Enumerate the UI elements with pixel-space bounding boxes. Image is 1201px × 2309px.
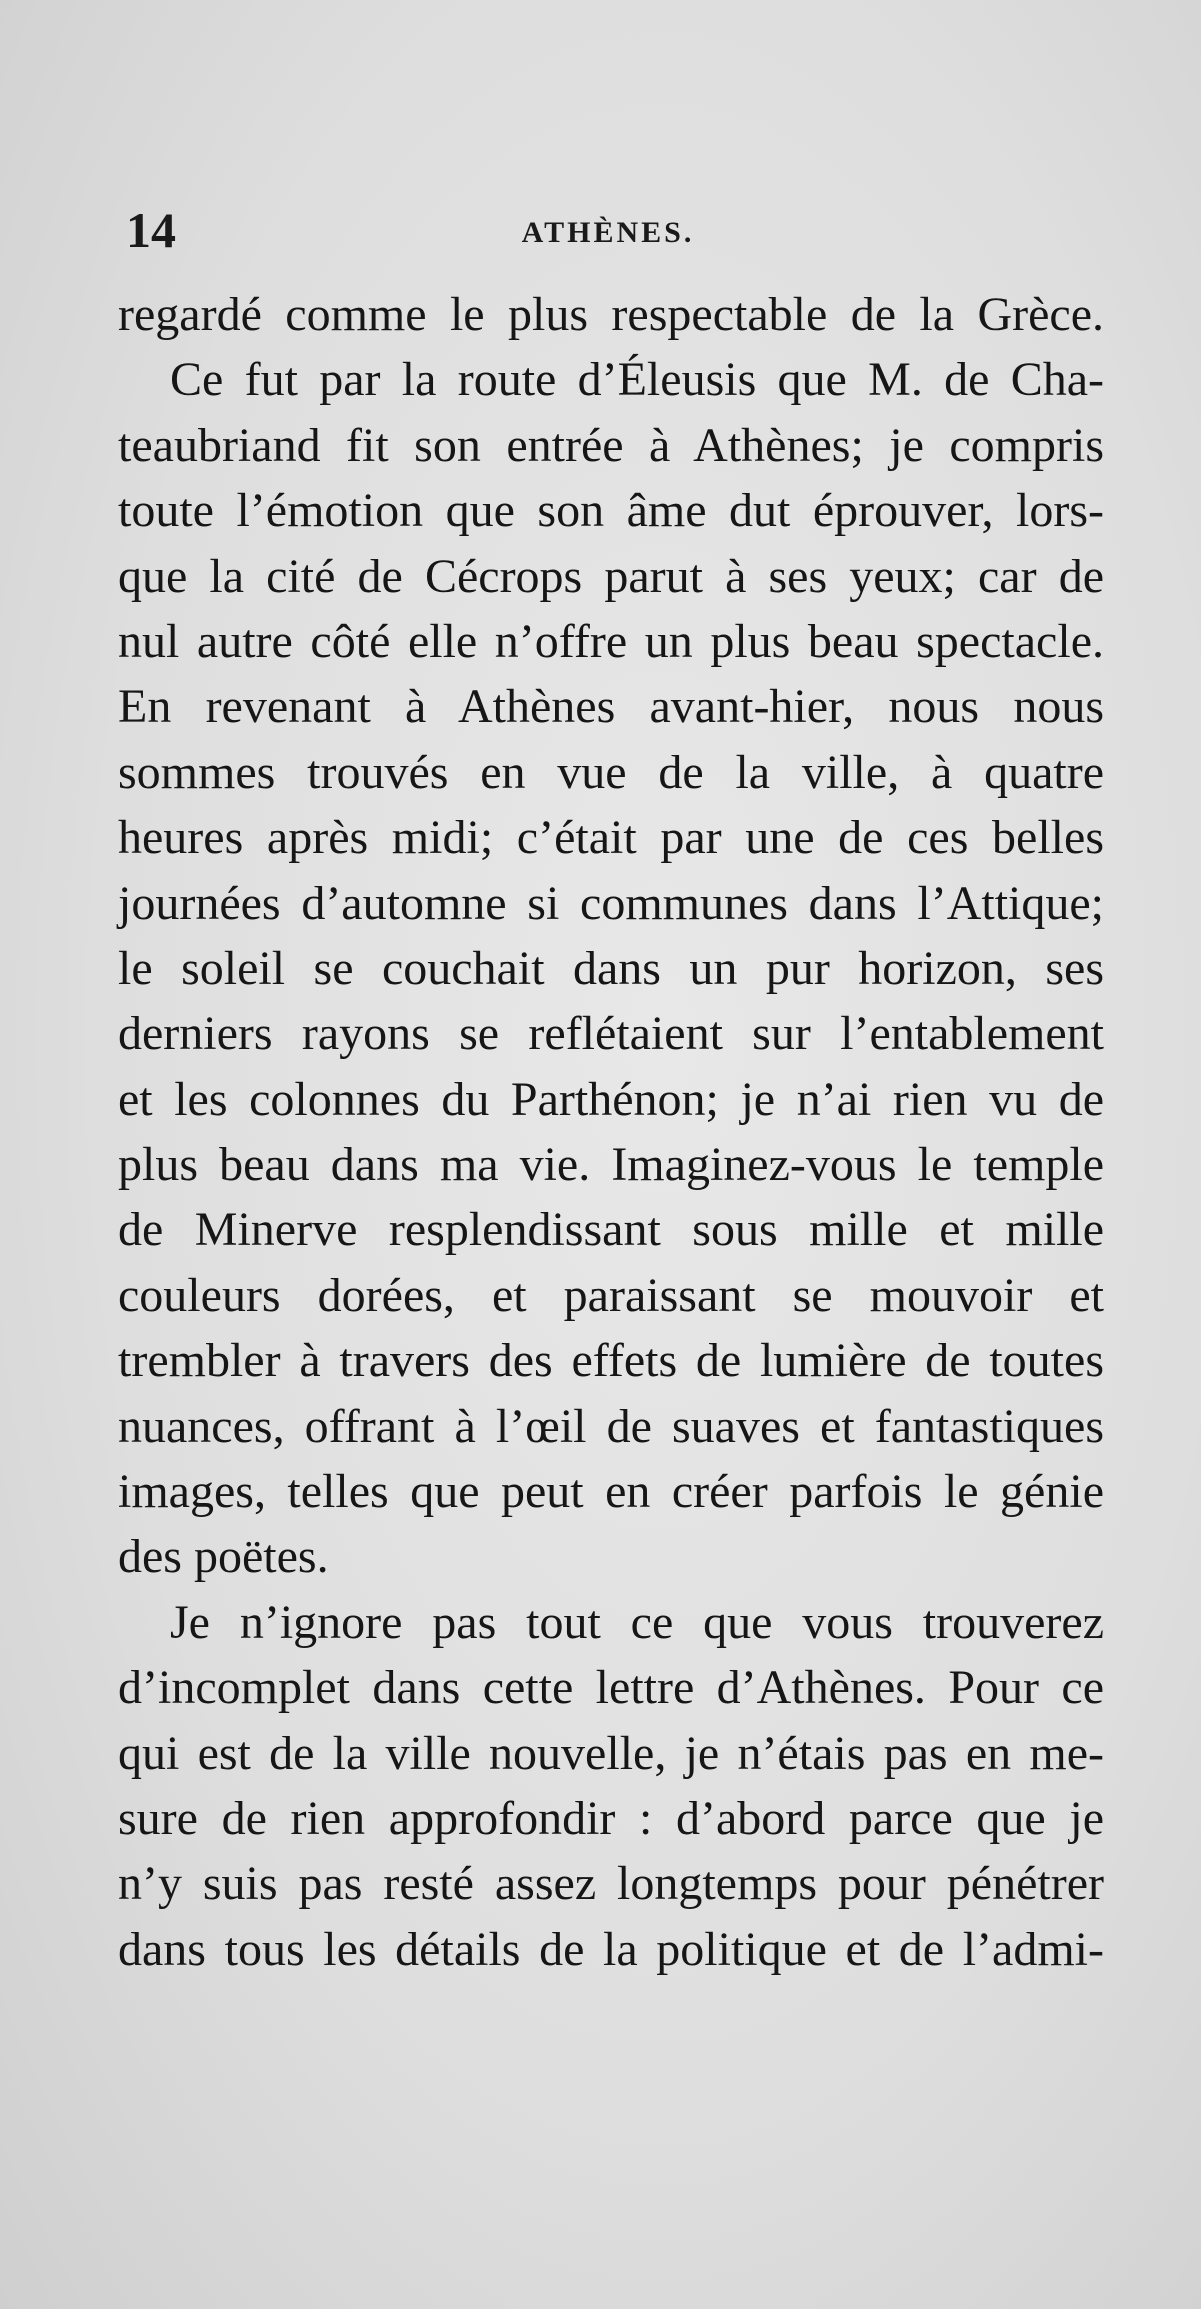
- text-line: nul autre côté elle n’offre un plus beau spectacle.: [118, 614, 1104, 668]
- body-text: [118, 282, 1104, 1982]
- text-line: images, telles que peut en créer parfois le génie: [118, 1465, 1104, 1519]
- text-line: d’incomplet dans cette lettre d’Athènes. Pour ce: [118, 1661, 1104, 1715]
- page-number: 14: [126, 202, 176, 258]
- text-line: sure de rien approfondir : d’abord parce que je: [118, 1791, 1104, 1845]
- text-line: et les colonnes du Parthénon; je n’ai rien vu de: [118, 1072, 1104, 1126]
- page-header: [118, 200, 1078, 260]
- text-line: n’y suis pas resté assez longtemps pour pénétrer: [118, 1857, 1104, 1911]
- text-line: teaubriand fit son entrée à Athènes; je compris: [118, 418, 1104, 472]
- text-line: de Minerve resplendissant sous mille et mille: [118, 1203, 1104, 1257]
- text-line: plus beau dans ma vie. Imaginez-vous le temple: [118, 1138, 1104, 1192]
- text-line: heures après midi; c’était par une de ces belles: [118, 811, 1104, 865]
- text-line: toute l’émotion que son âme dut éprouver, lors-: [118, 484, 1104, 538]
- text-line: sommes trouvés en vue de la ville, à quatre: [118, 745, 1104, 799]
- text-line: des poëtes.: [118, 1530, 329, 1584]
- text-line: dans tous les détails de la politique et de l’admi-: [118, 1922, 1104, 1976]
- text-line: trembler à travers des effets de lumière de toutes: [118, 1334, 1104, 1388]
- text-line: qui est de la ville nouvelle, je n’étais pas en me-: [118, 1726, 1104, 1780]
- running-head: ATHÈNES.: [521, 216, 695, 249]
- text-line: nuances, offrant à l’œil de suaves et fantastiques: [118, 1399, 1104, 1453]
- text-line: que la cité de Cécrops parut à ses yeux; car de: [118, 549, 1104, 603]
- text-line: Ce fut par la route d’Éleusis que M. de Cha-: [170, 353, 1104, 407]
- text-line: derniers rayons se reflétaient sur l’entablement: [118, 1007, 1104, 1061]
- text-line: regardé comme le plus respectable de la Grèce.: [118, 288, 1104, 341]
- text-line: couleurs dorées, et paraissant se mouvoir et: [118, 1268, 1104, 1322]
- text-line: Je n’ignore pas tout ce que vous trouverez: [170, 1595, 1104, 1649]
- text-line: En revenant à Athènes avant-hier, nous nous: [118, 680, 1104, 734]
- text-line: le soleil se couchait dans un pur horizon, ses: [118, 941, 1104, 995]
- text-line: journées d’automne si communes dans l’Attique;: [118, 876, 1104, 930]
